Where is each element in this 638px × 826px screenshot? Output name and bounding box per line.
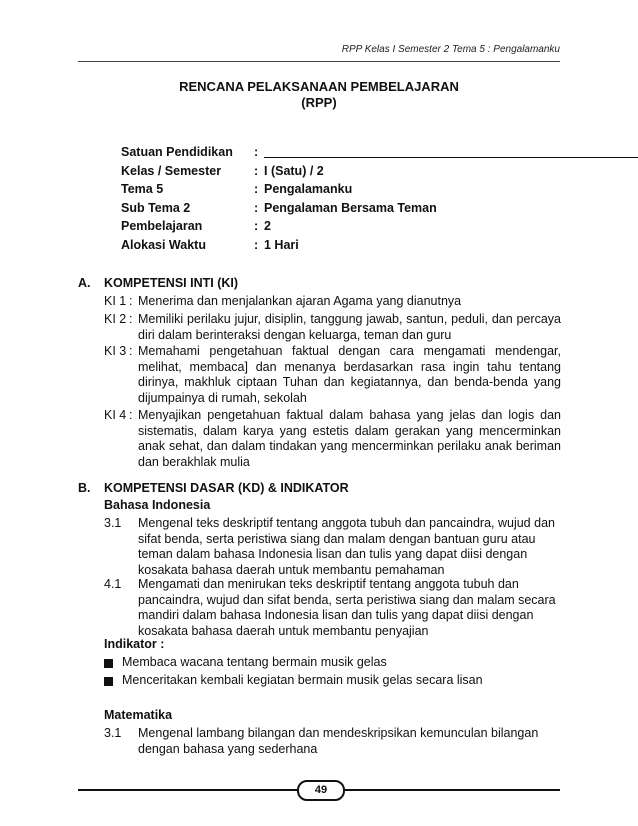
ki-text: Menerima dan menjalankan ajaran Agama yang dianutnya xyxy=(138,294,462,308)
ki-text: Memahami pengetahuan faktual dengan cara mengamati mendengar, melihat, membaca] dan menanya berdasarkan rasa ingin tahu tentang dirinya, makhluk ciptaan Tuhan dan kegiatannya, dan benda-benda yang dijumpainya di rumah, sekolah xyxy=(138,344,561,405)
identity-colon: : xyxy=(254,201,259,215)
identity-label: Kelas / Semester xyxy=(121,164,222,178)
identity-label: Satuan Pendidikan xyxy=(121,145,233,159)
header-rule xyxy=(78,61,560,62)
identity-label: Alokasi Waktu xyxy=(121,238,206,252)
kd-number: 3.1 xyxy=(104,516,122,530)
document-title: RENCANA PELAKSANAAN PEMBELAJARAN xyxy=(179,79,459,94)
kd-text: Mengenal lambang bilangan dan mendeskripsikan kemunculan bilangan dengan bahasa yang sederhana xyxy=(138,726,539,756)
identity-value: Pengalaman Bersama Teman xyxy=(264,201,437,215)
identity-value: I (Satu) / 2 xyxy=(264,164,324,178)
identity-label: Sub Tema 2 xyxy=(121,201,191,215)
ki-code: KI 2 xyxy=(104,312,127,326)
kd-number: 3.1 xyxy=(104,726,122,740)
identity-label: Tema 5 xyxy=(121,182,164,196)
identity-colon: : xyxy=(254,145,259,159)
footer-rule-right xyxy=(340,789,560,791)
ki-colon: : xyxy=(129,294,133,308)
ki-colon: : xyxy=(129,312,133,326)
section-a-title: KOMPETENSI INTI (KI) xyxy=(104,276,239,290)
ki-text: Menyajikan pengetahuan faktual dalam bahasa yang jelas dan logis dan sistematis, dalam karya yang estetis dalam gerakan yang mencerminkan anak sehat, dan dalam tindakan yang mencerminkan perilaku anak beriman dan berakhlak mulia xyxy=(138,408,561,469)
blank-line xyxy=(264,157,638,158)
square-bullet-icon xyxy=(104,677,113,686)
indikator-item: Membaca wacana tentang bermain musik gelas xyxy=(122,655,387,669)
kd-text: Mengamati dan menirukan teks deskriptif tentang anggota tubuh dan pancaindra, wujud dan sifat benda, serta peristiwa siang dan malam secara mandiri dalam bahasa Indonesia lisan dan tulis yang dapat diisi dengan kosakata bahasa daerah untuk membantu penyajian xyxy=(138,577,556,638)
footer-rule-left xyxy=(78,789,300,791)
section-a-letter: A. xyxy=(78,276,91,290)
kd-text: Mengenal teks deskriptif tentang anggota tubuh dan pancaindra, wujud dan sifat benda, serta peristiwa siang dan malam dengan bantuan guru atau teman dalam bahasa Indonesia lisan dan tulis yang dapat diisi dengan kosakata bahasa daerah untuk membantu pemahaman xyxy=(138,516,555,577)
ki-code: KI 1 xyxy=(104,294,127,308)
identity-colon: : xyxy=(254,164,259,178)
page-number: 49 xyxy=(297,780,345,801)
indikator-heading: Indikator : xyxy=(104,637,165,651)
document-subtitle: (RPP) xyxy=(301,95,337,110)
ki-colon: : xyxy=(129,408,133,422)
identity-colon: : xyxy=(254,238,259,252)
ki-colon: : xyxy=(129,344,133,358)
section-b-title: KOMPETENSI DASAR (KD) & INDIKATOR xyxy=(104,481,349,495)
bahasa-heading: Bahasa Indonesia xyxy=(104,498,211,512)
identity-value: 1 Hari xyxy=(264,238,299,252)
identity-value: Pengalamanku xyxy=(264,182,353,196)
ki-code: KI 3 xyxy=(104,344,127,358)
ki-text: Memiliki perilaku jujur, disiplin, tanggung jawab, santun, peduli, dan percaya diri dalam berinteraksi dengan keluarga, teman dan guru xyxy=(138,312,561,342)
identity-label: Pembelajaran xyxy=(121,219,203,233)
matematika-heading: Matematika xyxy=(104,708,173,722)
indikator-item: Menceritakan kembali kegiatan bermain musik gelas secara lisan xyxy=(122,673,483,687)
square-bullet-icon xyxy=(104,659,113,668)
identity-value: 2 xyxy=(264,219,271,233)
identity-colon: : xyxy=(254,182,259,196)
identity-colon: : xyxy=(254,219,259,233)
section-b-letter: B. xyxy=(78,481,91,495)
kd-number: 4.1 xyxy=(104,577,122,591)
ki-code: KI 4 xyxy=(104,408,127,422)
running-header: RPP Kelas I Semester 2 Tema 5 : Pengalamanku xyxy=(341,44,560,55)
